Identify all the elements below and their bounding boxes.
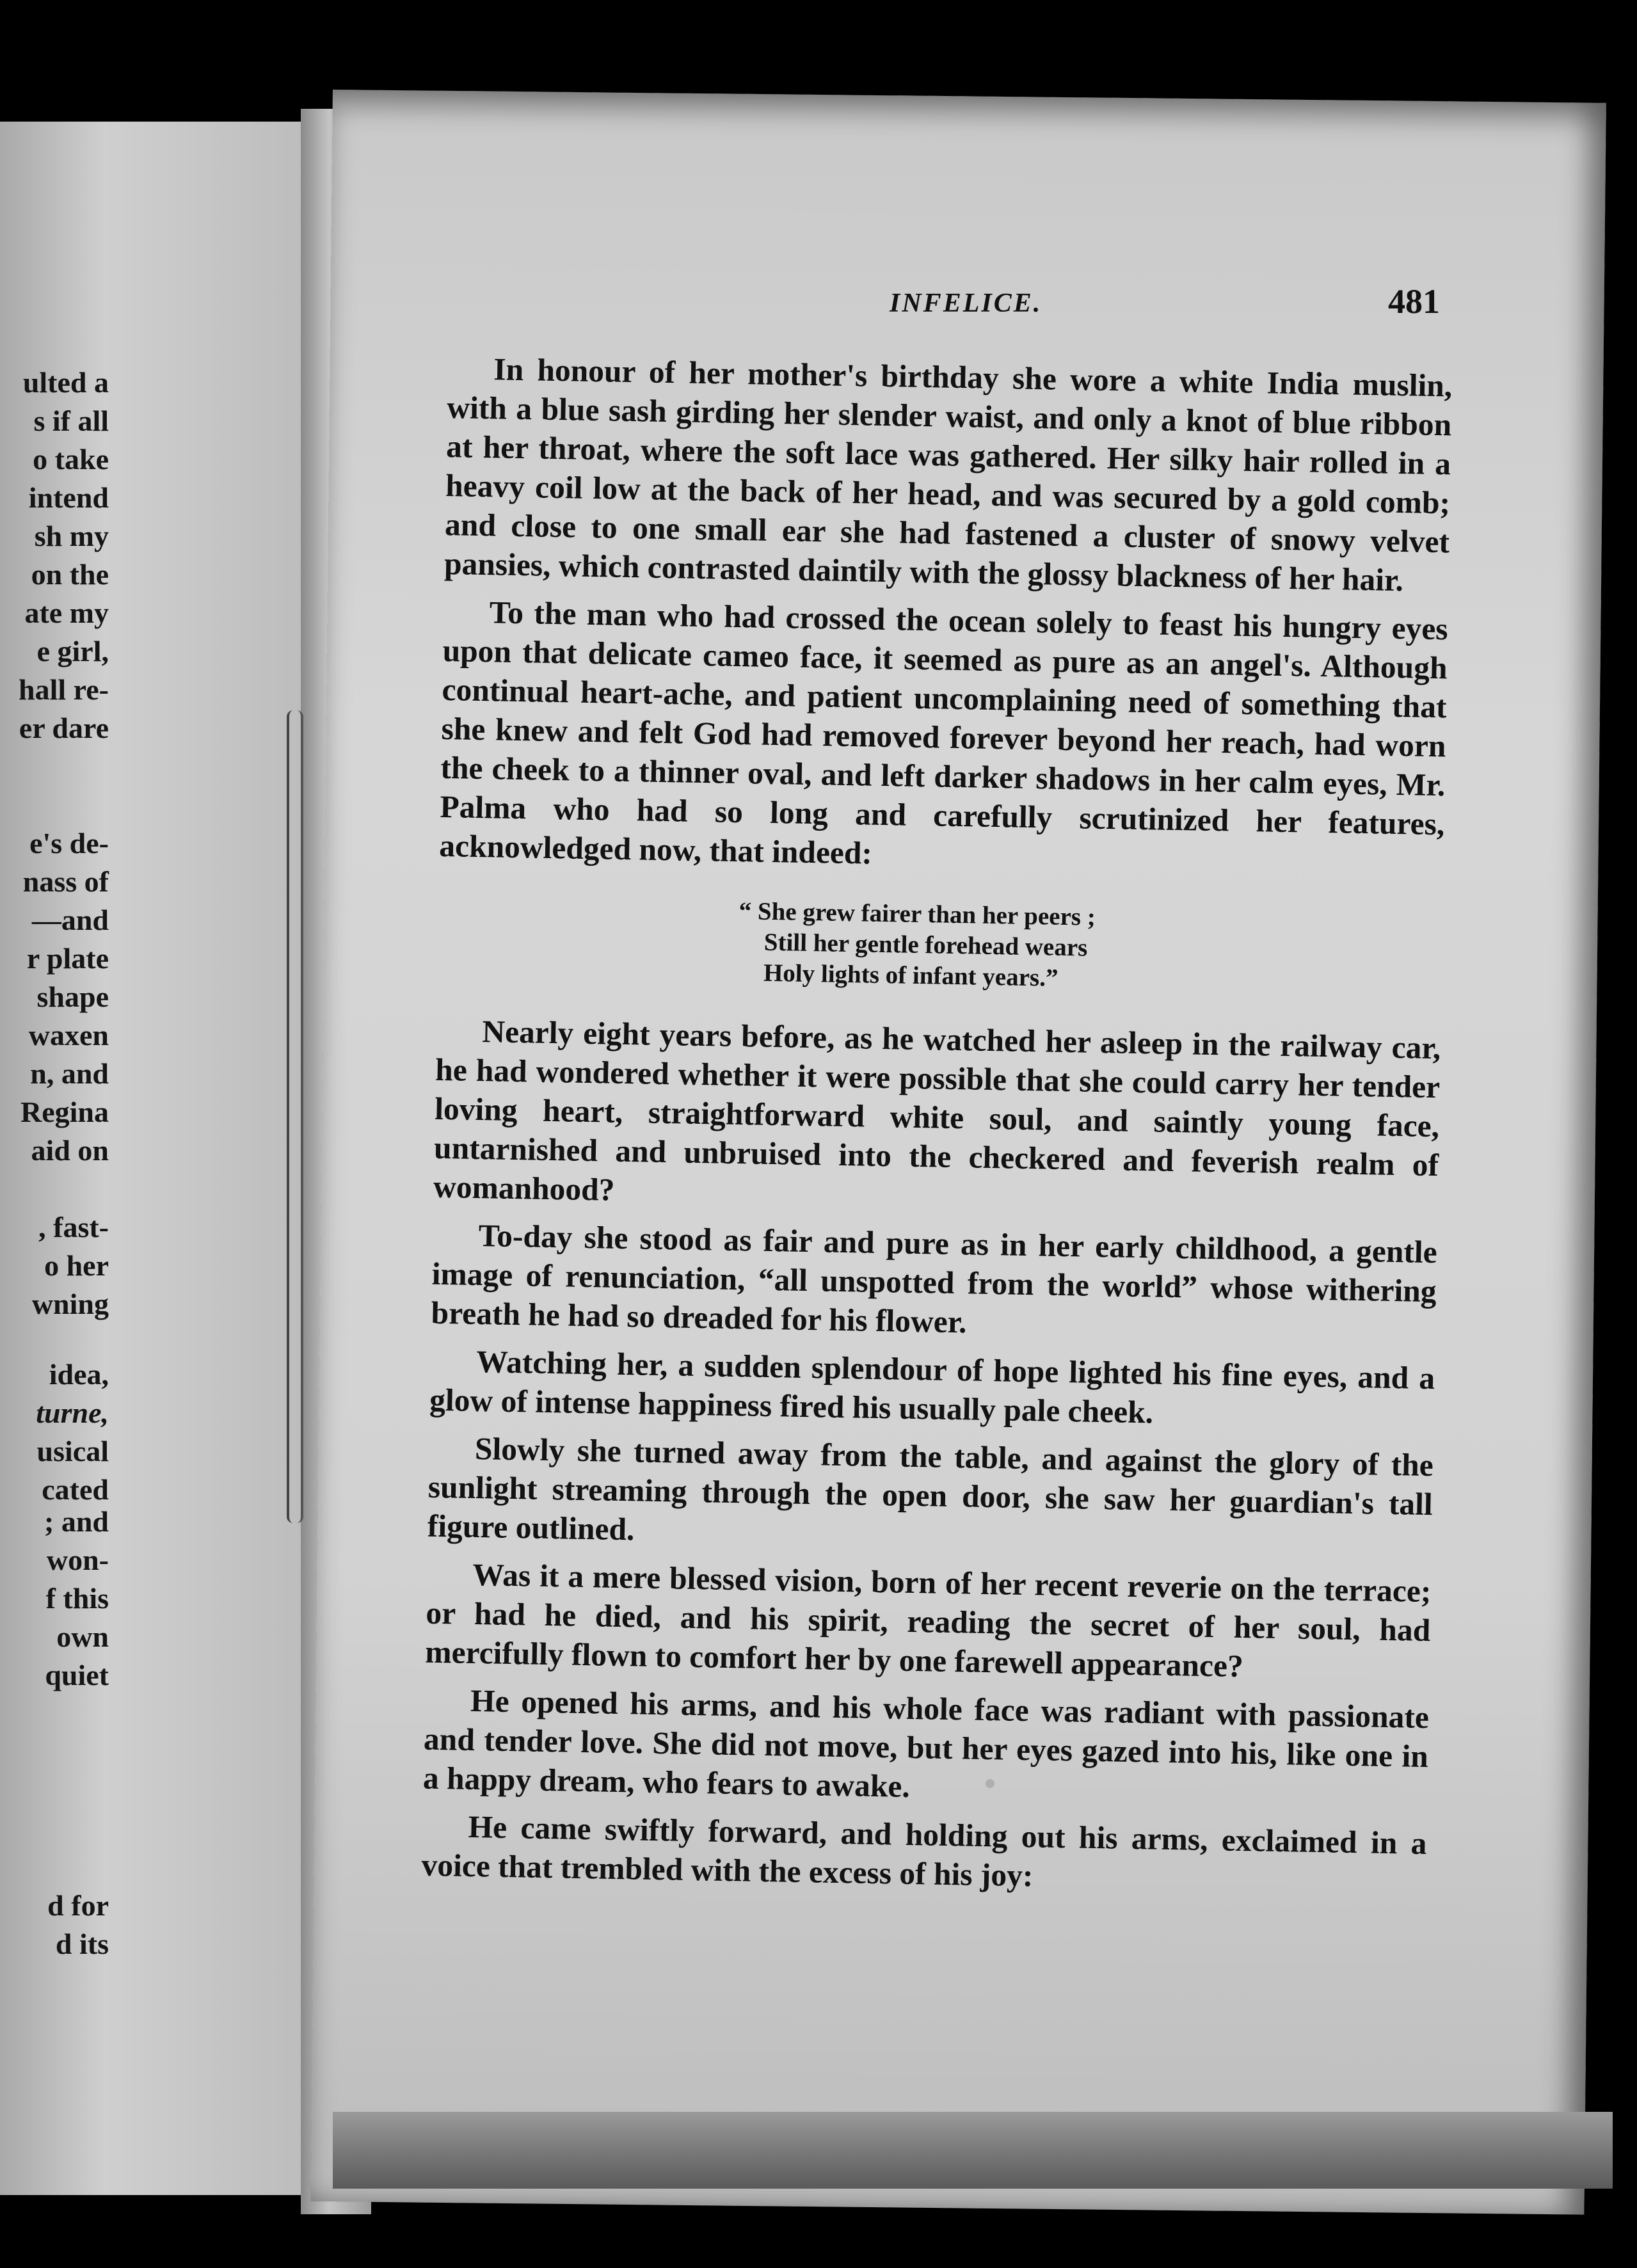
paragraph: To the man who had crossed the ocean solely to feast his hungry eyes upon that delicate cameo face, it seemed as pure as an angel's. Although continual heart-ache, and patient uncomplaining need of something that she knew and felt God had removed forever beyond her reach, had worn the cheek to a thinner oval, and left darker shadows in her calm eyes, Mr. Palma who had so long and carefully scrutinized her features, acknowledged now, that indeed:	[438, 595, 1449, 871]
left-fragment: e's de-	[29, 827, 109, 859]
left-fragment: turne,	[36, 1396, 109, 1429]
page-number: 481	[1388, 282, 1440, 321]
left-fragment: d for	[47, 1889, 109, 1922]
left-fragment: sh my	[34, 520, 109, 552]
left-fragment: wning	[31, 1288, 109, 1320]
left-fragment: n, and	[30, 1057, 109, 1090]
left-facing-page	[0, 122, 301, 2195]
left-fragment: ; and	[44, 1505, 109, 1538]
left-fragment: won-	[46, 1544, 109, 1576]
left-fragment: o her	[44, 1249, 109, 1282]
left-fragment: s if all	[33, 404, 109, 437]
page-bottom-edge	[333, 2112, 1613, 2189]
left-fragment: —and	[31, 904, 109, 936]
left-fragment: er dare	[19, 712, 109, 744]
verse-line: Holy lights of infant years.”	[763, 959, 1058, 992]
left-fragment: f this	[45, 1582, 109, 1615]
left-fragment: cated	[42, 1473, 109, 1506]
left-fragment: o take	[33, 443, 109, 475]
left-fragment: nass of	[22, 865, 109, 898]
paragraph: To-day she stood as fair and pure as in her early childhood, a gentle image of renunciation, “all unspotted from the world” whose withering breath he had so dreaded for his flower.	[431, 1218, 1438, 1340]
left-fragment: on the	[31, 558, 109, 591]
paragraph: He opened his arms, and his whole face was radiant with passionate and tender love. She did not move, but her eyes gazed into his, like one in a happy dream, who fears to awake.	[422, 1682, 1430, 1804]
paragraph: Nearly eight years before, as he watched her asleep in the railway car, he had wondered whether it were possible that she could carry her tender loving heart, straightforward white soul, and saintly young face, untarnished and unbruised into the checkered and feverish realm of womanhood?	[433, 1014, 1441, 1208]
left-fragment: r plate	[26, 942, 109, 975]
page-body	[421, 349, 1453, 1911]
verse-line: “ She grew fairer than her peers ;	[739, 897, 1096, 931]
left-fragment: , fast-	[38, 1211, 109, 1243]
running-title: INFELICE.	[890, 289, 1042, 318]
paragraph: He came swiftly forward, and holding out his arms, exclaimed in a voice that trembled with the excess of his joy:	[421, 1809, 1427, 1894]
left-fragment: hall re-	[19, 673, 109, 706]
left-fragment: own	[56, 1620, 109, 1653]
left-fragment: ulted a	[22, 366, 109, 399]
verse-quotation	[738, 896, 1443, 1000]
paragraph: Slowly she turned away from the table, and against the glory of the sunlight streaming through the open door, she saw her guardian's tall figure outlined.	[427, 1430, 1434, 1547]
left-fragment: usical	[36, 1435, 109, 1467]
left-fragment: shape	[36, 980, 109, 1013]
paragraph: Watching her, a sudden splendour of hope lighted his fine eyes, and a glow of intense happiness fired his usually pale cheek.	[429, 1344, 1435, 1430]
verse-line: Still her gentle forehead wears	[763, 928, 1088, 962]
left-fragment: idea,	[49, 1358, 109, 1391]
page-header	[890, 282, 1465, 326]
left-fragment: waxen	[28, 1019, 109, 1051]
left-fragment: d its	[55, 1928, 109, 1960]
left-fragment: e girl,	[36, 635, 109, 667]
left-fragment: intend	[28, 481, 109, 514]
paragraph: In honour of her mother's birthday she wore a white India muslin, with a blue sash girding her slender waist, and only a knot of blue ribbon at her throat, where the soft lace was gathered. Her silky hair rolled in a heavy coil low at the back of her head, and was secured by a gold comb; and close to one small ear she had fastened a cluster of snowy velvet pansies, which contrasted daintily with the glossy blackness of her hair.	[443, 351, 1453, 598]
left-fragment: Regina	[20, 1096, 109, 1128]
left-fragment: aid on	[31, 1134, 109, 1167]
binding-thread	[287, 710, 303, 1523]
paragraph: Was it a mere blessed vision, born of her recent reverie on the terrace; or had he died, and his spirit, reading the secret of her soul, had mercifully flown to comfort her by one farewell appearance?	[424, 1556, 1432, 1684]
left-fragment: ate my	[24, 596, 109, 629]
left-fragment: quiet	[45, 1659, 109, 1691]
